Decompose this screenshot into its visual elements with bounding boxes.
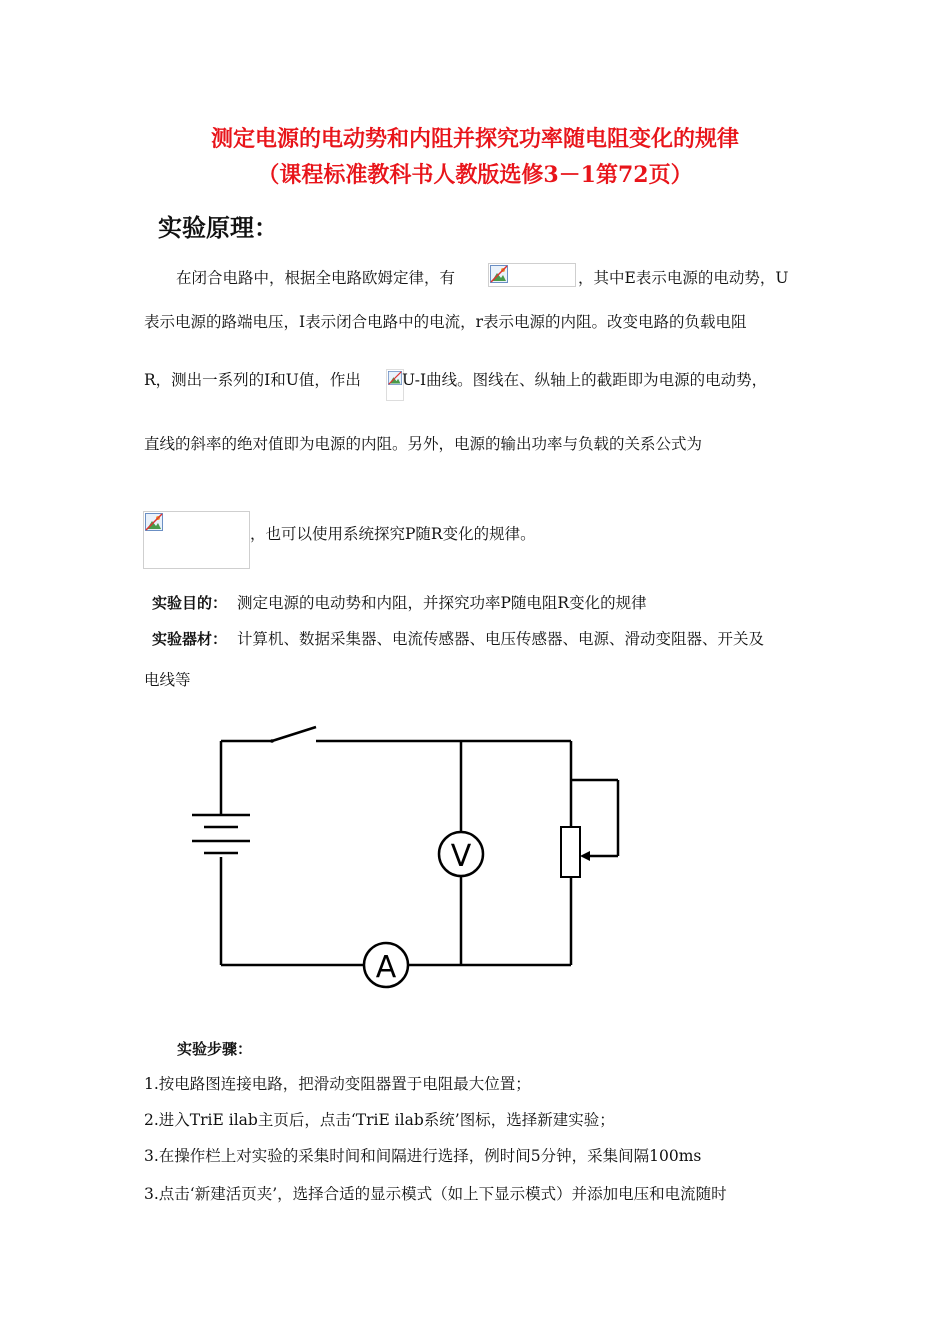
ammeter [364,943,408,987]
battery-symbol [192,815,250,853]
purpose-text: 测定电源的电动势和内阻，并探究功率P随电阻R变化的规律 [237,594,647,612]
steps-heading: 实验步骤： [177,1040,253,1058]
principle-text-1a: 在闭合电路中，根据全电路欧姆定律，有 [176,269,456,287]
principle-text-3a: R，测出一系列的I和U值，作出 [144,371,361,389]
voltmeter-label: V [450,839,472,874]
principle-text-2: 表示电源的路端电压，I表示闭合电路中的电流，r表示电源的内阻。改变电路的负载电阻 [144,313,747,331]
purpose-label: 实验目的： [152,594,228,612]
principle-heading: 实验原理： [158,214,278,242]
equipment-label: 实验器材： [152,630,228,648]
step-item: 3.在操作栏上对实验的采集时间和间隔进行选择，例时间5分钟，采集间隔100ms [144,1147,702,1165]
power-formula-image [143,511,250,569]
rheostat-body [561,827,580,877]
principle-text-5: ，也可以使用系统探究P随R变化的规律。 [250,525,536,543]
document-subtitle: （课程标准教科书人教版选修3－1第72页） [257,162,693,188]
step-item: 2.进入TriE ilab主页后，点击‘TriE ilab系统’图标，选择新建实验； [144,1111,615,1129]
formula-image [488,263,576,287]
slider-arrow-head [580,851,590,861]
voltmeter [439,832,483,876]
ammeter-label: A [375,950,397,985]
broken-image-icon [145,513,163,531]
document-title: 测定电源的电动势和内阻并探究功率随电阻变化的规律 [210,126,739,152]
broken-image-icon [388,371,402,385]
principle-text-4: 直线的斜率的绝对值即为电源的内阻。另外，电源的输出功率与负载的关系公式为 [144,435,703,453]
circuit-diagram [180,720,640,1000]
switch-blade [272,727,316,741]
step-item: 3.点击‘新建活页夹’，选择合适的显示模式（如上下显示模式）并添加电压和电流随时 [144,1185,727,1203]
broken-image-icon [490,265,508,283]
equipment-text-2: 电线等 [144,671,191,689]
principle-text-3b: U-I曲线。图线在、纵轴上的截距即为电源的电动势， [402,371,768,389]
principle-text-1b: ，其中E表示电源的电动势，U [578,269,789,287]
step-item: 1.按电路图连接电路，把滑动变阻器置于电阻最大位置； [144,1075,531,1093]
equipment-text-1: 计算机、数据采集器、电流传感器、电压传感器、电源、滑动变阻器、开关及 [237,630,765,648]
